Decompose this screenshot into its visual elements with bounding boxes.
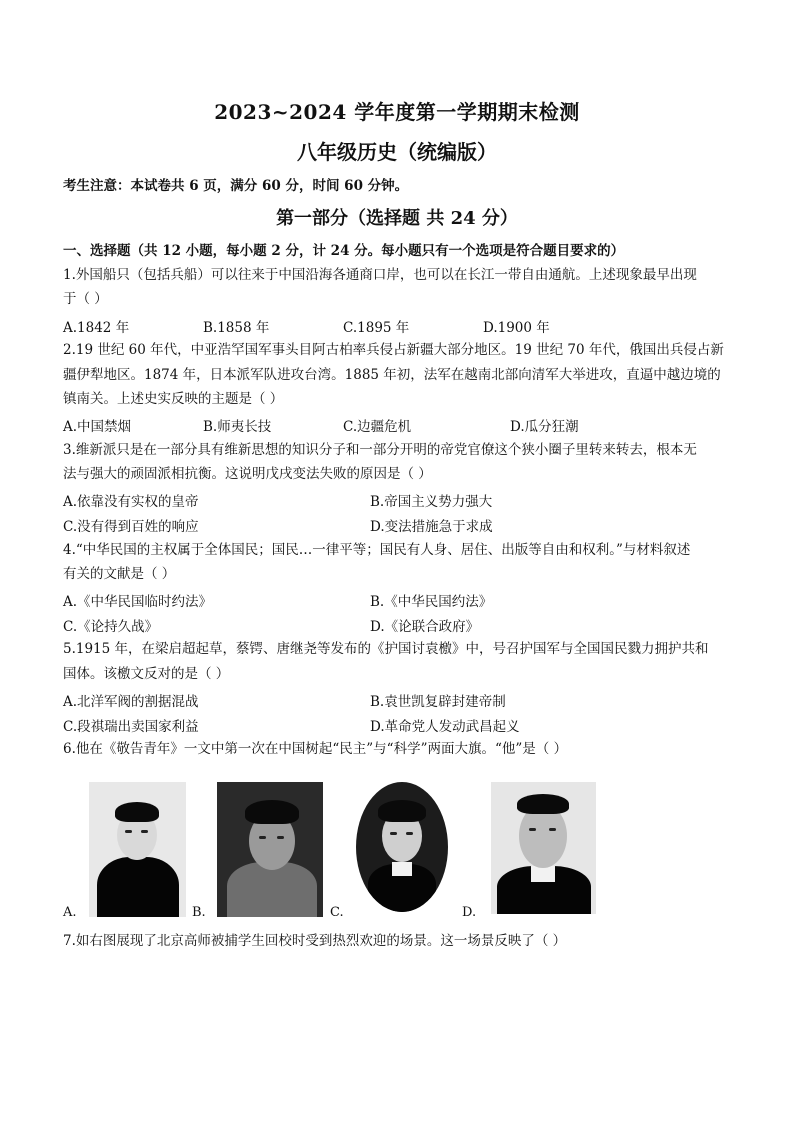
portrait-c-image — [356, 782, 448, 912]
q3-option-b: B.帝国主义势力强大 — [370, 494, 493, 510]
q6-option-d: D. — [462, 905, 477, 920]
q4-stem-line2: 有关的文献是（ ） — [63, 566, 176, 582]
q7-stem-line1: 7.如右图展现了北京高师被捕学生回校时受到热烈欢迎的场景。这一场景反映了（ ） — [63, 933, 567, 949]
q5-option-a: A.北洋军阀的割据混战 — [63, 694, 199, 710]
q2-option-b: B.师夷长技 — [203, 419, 272, 435]
q6-option-a: A. — [63, 905, 77, 920]
part-heading: 第一部分（选择题 共 24 分） — [276, 208, 518, 229]
q6-stem-line1: 6.他在《敬告青年》一文中第一次在中国树起“民主”与“科学”两面大旗。“他”是（ ） — [63, 741, 568, 757]
portrait-d-image — [491, 782, 596, 914]
q2-stem-line1: 2.19 世纪 60 年代，中亚浩罕国军事头目阿古柏率兵侵占新疆大部分地区。19 世纪 70 年代，俄国出兵侵占新 — [63, 342, 724, 358]
q3-option-c: C.没有得到百姓的响应 — [63, 519, 199, 535]
q4-option-d: D.《论联合政府》 — [370, 619, 480, 635]
portrait-a-image — [89, 782, 186, 917]
q1-option-b: B.1858 年 — [203, 320, 270, 336]
q1-option-a: A.1842 年 — [63, 320, 130, 336]
q1-option-c: C.1895 年 — [343, 320, 410, 336]
exam-subtitle: 八年级历史（统编版） — [297, 140, 497, 164]
q1-stem-line2: 于（ ） — [63, 291, 108, 307]
q3-option-a: A.依靠没有实权的皇帝 — [63, 494, 199, 510]
q4-option-b: B.《中华民国约法》 — [370, 594, 493, 610]
section-heading: 一、选择题（共 12 小题，每小题 2 分，计 24 分。每小题只有一个选项是符合题目要求的） — [63, 243, 625, 259]
q2-stem-line3: 镇南关。上述史实反映的主题是（ ） — [63, 391, 284, 407]
q4-option-c: C.《论持久战》 — [63, 619, 159, 635]
q2-option-d: D.瓜分狂潮 — [510, 419, 579, 435]
q1-option-d: D.1900 年 — [483, 320, 550, 336]
q5-stem-line1: 5.1915 年，在梁启超起草，蔡锷、唐继尧等发布的《护国讨袁檄》中，号召护国军与全国国民戮力拥护共和 — [63, 641, 709, 657]
q4-stem-line1: 4.“中华民国的主权属于全体国民；国民…一律平等；国民有人身、居住、出版等自由和权利。”与材料叙述 — [63, 542, 691, 558]
q5-option-c: C.段祺瑞出卖国家利益 — [63, 719, 199, 735]
q3-option-d: D.变法措施急于求成 — [370, 519, 493, 535]
q3-stem-line2: 法与强大的顽固派相抗衡。这说明戊戌变法失败的原因是（ ） — [63, 466, 432, 482]
q6-option-c: C. — [330, 905, 344, 920]
q2-stem-line2: 疆伊犁地区。1874 年，日本派军队进攻台湾。1885 年初，法军在越南北部向清军大举进攻，直逼中越边境的 — [63, 367, 721, 383]
exam-notice: 考生注意：本试卷共 6 页，满分 60 分，时间 60 分钟。 — [63, 178, 409, 194]
q4-option-a: A.《中华民国临时约法》 — [63, 594, 213, 610]
portrait-b-image — [217, 782, 323, 917]
q5-stem-line2: 国体。该檄文反对的是（ ） — [63, 666, 230, 682]
q2-option-a: A.中国禁烟 — [63, 419, 132, 435]
exam-title: 2023~2024 学年度第一学期期末检测 — [214, 100, 580, 124]
q5-option-b: B.袁世凯复辟封建帝制 — [370, 694, 506, 710]
q3-stem-line1: 3.维新派只是在一部分具有维新思想的知识分子和一部分开明的帝党官僚这个狭小圈子里转来转去，根本无 — [63, 442, 697, 458]
q5-option-d: D.革命党人发动武昌起义 — [370, 719, 520, 735]
q1-stem-line1: 1.外国船只（包括兵船）可以往来于中国沿海各通商口岸，也可以在长江一带自由通航。上述现象最早出现 — [63, 267, 697, 283]
q6-option-b: B. — [192, 905, 206, 920]
q2-option-c: C.边疆危机 — [343, 419, 412, 435]
